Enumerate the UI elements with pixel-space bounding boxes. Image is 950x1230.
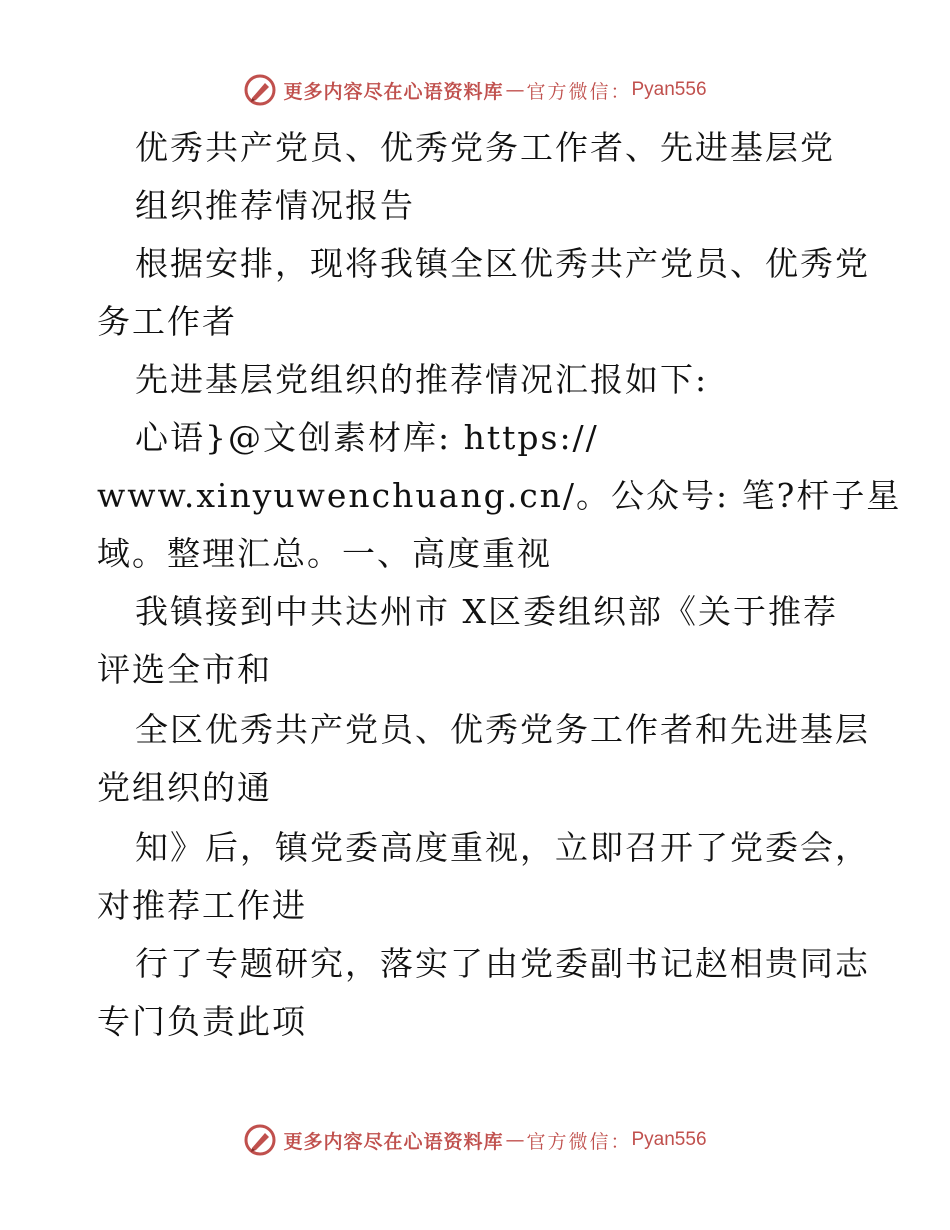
banner-separator: — — [505, 1129, 525, 1151]
paragraph-line: 域。整理汇总。一、高度重视 — [97, 534, 552, 573]
banner-brand-text: 更多内容尽在心语资料库 — [283, 80, 504, 103]
pen-nib-icon — [243, 1123, 277, 1157]
pen-nib-icon — [243, 73, 277, 107]
paragraph-line: 评选全市和 — [97, 650, 272, 689]
paragraph-line: 对推荐工作进 — [97, 886, 307, 925]
banner-official-label: 官方微信： — [526, 1130, 632, 1153]
banner-wechat-id: Pyan556 — [631, 1129, 707, 1150]
title-line-1: 优秀共产党员、优秀党务工作者、先进基层党 — [135, 128, 835, 167]
banner-official-label: 官方微信： — [526, 80, 632, 103]
paragraph-line: 行了专题研究，落实了由党委副书记赵相贵同志 — [135, 944, 870, 983]
paragraph-line: 务工作者 — [97, 302, 237, 341]
header-watermark-banner — [0, 70, 950, 110]
title-line-2: 组织推荐情况报告 — [135, 186, 415, 225]
banner-brand-text: 更多内容尽在心语资料库 — [283, 1130, 504, 1153]
paragraph-line: 知》后，镇党委高度重视，立即召开了党委会， — [135, 828, 870, 867]
banner-separator: — — [505, 79, 525, 101]
paragraph-line: 我镇接到中共达州市 X区委组织部《关于推荐 — [135, 592, 838, 631]
footer-watermark-banner — [0, 1120, 950, 1160]
paragraph-line: 先进基层党组织的推荐情况汇报如下: — [135, 360, 709, 399]
paragraph-line: 心语}@文创素材库: https:// — [135, 418, 599, 457]
banner-wechat-id: Pyan556 — [631, 79, 707, 100]
paragraph-line: 专门负责此项 — [97, 1002, 307, 1041]
paragraph-line: 党组织的通 — [97, 768, 272, 807]
paragraph-line: www.xinyuwenchuang.cn/。公众号: 笔?杆子星 — [97, 476, 902, 515]
paragraph-line: 全区优秀共产党员、优秀党务工作者和先进基层 — [135, 710, 870, 749]
paragraph-line: 根据安排，现将我镇全区优秀共产党员、优秀党 — [135, 244, 870, 283]
